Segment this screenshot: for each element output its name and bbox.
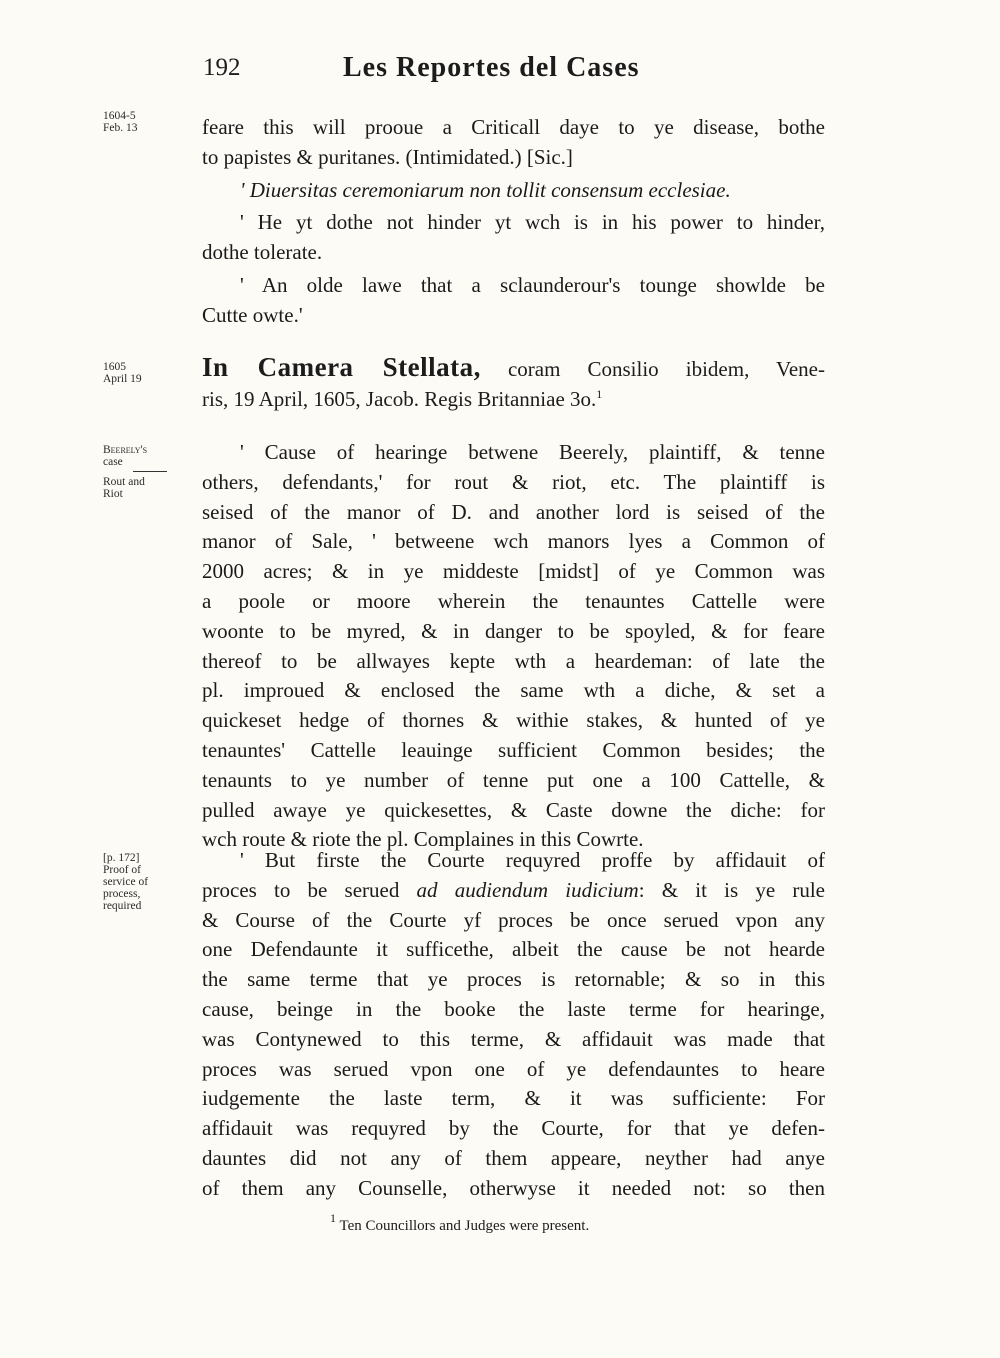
footnote [330, 1211, 750, 1235]
heading-line-2 [202, 384, 825, 414]
text-line: manor of Sale, ' betweene wch manors lyes a Common of [202, 529, 825, 554]
running-title: Les Reportes del Cases [343, 52, 640, 83]
text-line: feare this will prooue a Criticall daye to ye disease, bothe [202, 115, 825, 139]
margin-note-beerelys-case [103, 444, 185, 500]
margin-note-line: required [103, 900, 142, 912]
margin-note-proof-of-service [103, 852, 185, 912]
text-line: seised of the manor of D. and another lord is seised of the [202, 499, 825, 524]
text-run: proces to be serued [202, 877, 417, 902]
heading-line-2-text: ris, 19 April, 1605, Jacob. Regis Britanniae 3o. [202, 387, 597, 411]
margin-note-line: April 19 [103, 373, 142, 385]
text-line: wch route & riote the pl. Complaines in this Cowrte. [202, 827, 644, 852]
text-block-1 [202, 113, 825, 331]
text-line: the same terme that ye proces is retornable; & so in this [202, 967, 825, 992]
text-line: cause, beinge in the booke the laste terme for hearinge, [202, 996, 825, 1021]
text-line: proces was serued vpon one of ye defendauntes to heare [202, 1056, 825, 1081]
text-line: pl. improued & enclosed the same wth a diche, & set a [202, 678, 825, 703]
text-run-italic: ad audiendum iudicium [416, 877, 639, 902]
text-line: was Contynewed to this terme, & affidauit was made that [202, 1026, 825, 1051]
margin-note-line: Beerely's [103, 444, 148, 456]
margin-note-line: service of [103, 876, 149, 888]
margin-note-date-1605 [103, 361, 185, 385]
text-line [202, 876, 825, 906]
text-line: dothe tolerate. [202, 240, 323, 265]
text-line: tenaunts to ye number of tenne put one a 100 Cattelle, & [202, 767, 825, 792]
text-line: pulled awaye ye quickesettes, & Caste downe the diche: for [202, 797, 825, 822]
text-line: ' He yt dothe not hinder yt wch is in his power to hinder, [240, 210, 825, 235]
margin-note-line: Riot [103, 488, 123, 500]
text-line: to papistes & puritanes. (Intimidated.) [Sic.] [202, 144, 573, 169]
heading-line-1 [202, 352, 825, 384]
text-line: one Defendaunte it sufficethe, albeit the cause be not hearde [202, 937, 825, 962]
page-number: 192 [203, 54, 241, 81]
footnote-reference: 1 [596, 387, 603, 401]
margin-note-line: Rout and [103, 476, 145, 488]
text-line: iudgemente the laste term, & it was sufficiente: For [202, 1086, 825, 1111]
margin-note-line: Feb. 13 [103, 122, 138, 134]
margin-note-line: 1605 [103, 361, 126, 373]
heading-rest: coram Consilio ibidem, Vene- [480, 357, 825, 381]
footnote-mark: 1 [330, 1211, 336, 1225]
margin-rule [133, 471, 167, 472]
margin-note-line: [p. 172] [103, 852, 140, 864]
text-block-3 [202, 846, 825, 1204]
text-line: Cutte owte.' [202, 302, 303, 327]
margin-note-line: 1604-5 [103, 110, 136, 122]
text-block-2 [202, 438, 825, 855]
text-line: quickeset hedge of thornes & withie stakes, & hunted of ye [202, 708, 825, 733]
text-line: & Course of the Courte yf proces be once serued vpon any [202, 907, 825, 932]
text-line: 2000 acres; & in ye middeste [midst] of ye Common was [202, 559, 825, 584]
text-line: ' An olde lawe that a sclaunderour's tounge showlde be [240, 272, 825, 297]
margin-note-line: case [103, 456, 123, 468]
margin-note-date-1604 [103, 110, 185, 134]
heading-gothic-title: In Camera Stellata, [202, 352, 481, 382]
section-heading [202, 352, 825, 414]
text-line: ' But firste the Courte requyred proffe by affidauit of [240, 848, 825, 872]
text-line: of them any Counselle, otherwyse it needed not: so then [202, 1175, 825, 1200]
page-header [203, 52, 823, 92]
text-line: dauntes did not any of them appeare, neyther had anye [202, 1145, 825, 1170]
margin-note-line: process, [103, 888, 141, 900]
text-line: others, defendants,' for rout & riot, etc. The plaintiff is [202, 469, 825, 494]
text-line: affidauit was requyred by the Courte, for that ye defen- [202, 1116, 825, 1141]
text-line: tenauntes' Cattelle leauinge sufficient Common besides; the [202, 737, 825, 762]
text-line: woonte to be myred, & in danger to be spoyled, & for feare [202, 618, 825, 643]
margin-note-line: Proof of [103, 864, 142, 876]
text-line: ' Diuersitas ceremoniarum non tollit consensum ecclesiae. [240, 177, 731, 202]
text-line: thereof to be allwayes kepte wth a heardeman: of late the [202, 648, 825, 673]
text-line: a poole or moore wherein the tenauntes Cattelle were [202, 588, 825, 613]
text-line: ' Cause of hearinge betwene Beerely, plaintiff, & tenne [240, 440, 825, 464]
footnote-text: Ten Councillors and Judges were present. [336, 1218, 590, 1234]
text-run: : & it is ye rule [638, 877, 825, 902]
